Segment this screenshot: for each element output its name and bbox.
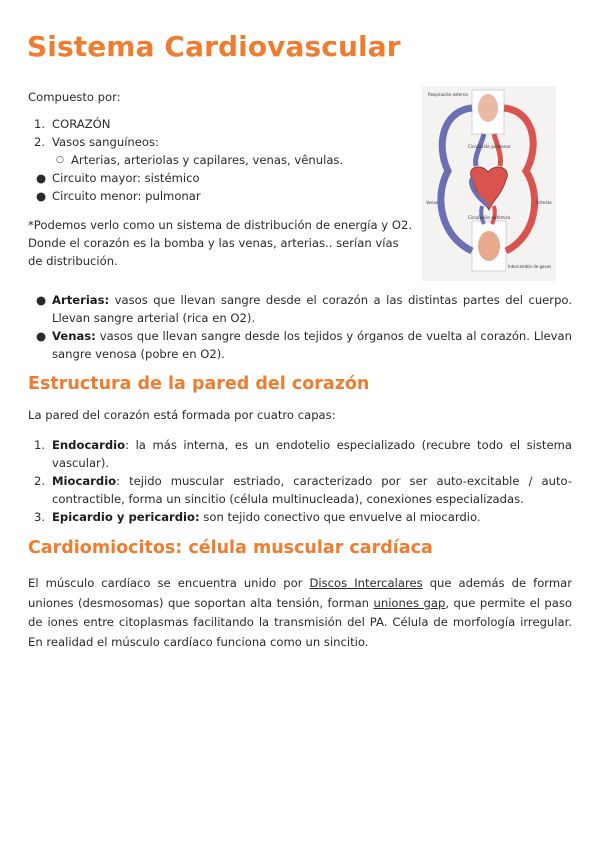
intro-lead: Compuesto por: xyxy=(28,90,121,104)
diagram-label-bottom: Circulación sistémica xyxy=(468,215,511,220)
vessels-section xyxy=(28,291,572,363)
paragraph-text: que además de formar uniones (desmosomas) que soportan alta tensión, forman xyxy=(28,576,573,610)
list-number: 2. xyxy=(34,135,46,149)
page-title: Sistema Cardiovascular xyxy=(27,30,401,63)
intro-section xyxy=(28,88,413,270)
vessels-definitions-list xyxy=(28,291,572,363)
circuits-list xyxy=(28,169,413,205)
definition: la más interna, es un endotelio especializado (recubre todo el sistema vascular). xyxy=(52,438,572,470)
list-item xyxy=(28,115,413,133)
discos-intercalares-link[interactable]: Discos Intercalares xyxy=(309,576,423,590)
term: Venas: xyxy=(52,329,96,343)
wall-section xyxy=(28,375,572,526)
list-item xyxy=(28,291,572,327)
term: Epicardio y pericardio: xyxy=(52,510,200,524)
list-item xyxy=(28,169,413,187)
layers-list xyxy=(28,436,572,526)
diagram-label-right: Arterias xyxy=(536,200,552,205)
section-heading: Estructura de la pared del corazón xyxy=(28,374,370,394)
list-text: CORAZÓN xyxy=(52,117,111,131)
diagram-label-bottom-right: Intercambio de gases xyxy=(508,264,552,269)
definition: son tejido conectivo que envuelve al miocardio. xyxy=(203,510,481,524)
section-paragraph xyxy=(28,574,572,652)
bullet-icon: ● xyxy=(36,293,47,307)
list-text: Circuito menor: pulmonar xyxy=(52,189,201,203)
bullet-icon: ● xyxy=(36,329,47,343)
term: Arterias: xyxy=(52,293,110,307)
paragraph-text: El músculo cardíaco se encuentra unido por xyxy=(28,576,303,590)
uniones-gap-link[interactable]: uniones gap xyxy=(373,595,446,610)
vessels-sublist xyxy=(28,151,413,169)
list-item xyxy=(28,187,413,205)
list-item xyxy=(28,436,572,472)
list-number: 2. xyxy=(34,474,46,488)
term-separator: : xyxy=(125,438,129,452)
section-heading: Cardiomiocitos: célula muscular cardíaca xyxy=(28,538,433,558)
tissue-shape xyxy=(478,231,500,261)
intro-note: *Podemos verlo como un sistema de distribución de energía y O2. Donde el corazón es la bomba y las venas, arterias.. serían vías de distribución. xyxy=(28,218,413,268)
list-item xyxy=(28,327,572,363)
circle-bullet-icon: ○ xyxy=(56,155,64,165)
section-lead: La pared del corazón está formada por cuatro capas: xyxy=(28,408,336,422)
list-number: 1. xyxy=(34,117,46,131)
list-item xyxy=(28,133,413,151)
components-list xyxy=(28,115,413,151)
lungs-shape xyxy=(478,94,498,122)
list-text: Arterias, arteriolas y capilares, venas, vênulas. xyxy=(71,153,344,167)
cardiomyocytes-section xyxy=(28,539,572,652)
diagram-label-middle: Circulación pulmonar xyxy=(468,144,511,149)
term-separator: : xyxy=(116,474,121,488)
paragraph-text: , que permite el paso de iones entre citoplasmas facilitando la transmisión del PA. Célula de morfología irregular. En realidad el músculo cardíaco funciona como un sincitio. xyxy=(28,595,573,649)
bullet-icon: ● xyxy=(36,189,47,203)
list-text: Circuito mayor: sistémico xyxy=(52,171,200,185)
definition: vasos que llevan sangre desde el corazón a las distintas partes del cuerpo. Llevan sangre arterial (rica en O2). xyxy=(52,293,573,325)
term: Miocardio xyxy=(52,474,117,488)
list-number: 1. xyxy=(34,438,46,452)
diagram-label-top: Respiración externa xyxy=(428,92,468,97)
definition: tejido muscular estriado, caracterizado por ser auto-excitable / auto-contractible, forma un sincitio (célula multinucleada), conexiones especializadas. xyxy=(52,474,572,506)
definition: vasos que llevan sangre desde los tejidos y órganos de vuelta al corazón. Llevan sangre venosa (pobre en O2). xyxy=(52,329,572,361)
list-item xyxy=(28,472,572,508)
circulation-diagram xyxy=(422,86,556,281)
list-item xyxy=(28,151,413,169)
term: Endocardio xyxy=(52,438,126,452)
bullet-icon: ● xyxy=(36,171,47,185)
diagram-label-left: Venas xyxy=(426,200,438,205)
list-number: 3. xyxy=(34,510,46,524)
list-item xyxy=(28,508,572,526)
list-text: Vasos sanguíneos: xyxy=(52,135,159,149)
